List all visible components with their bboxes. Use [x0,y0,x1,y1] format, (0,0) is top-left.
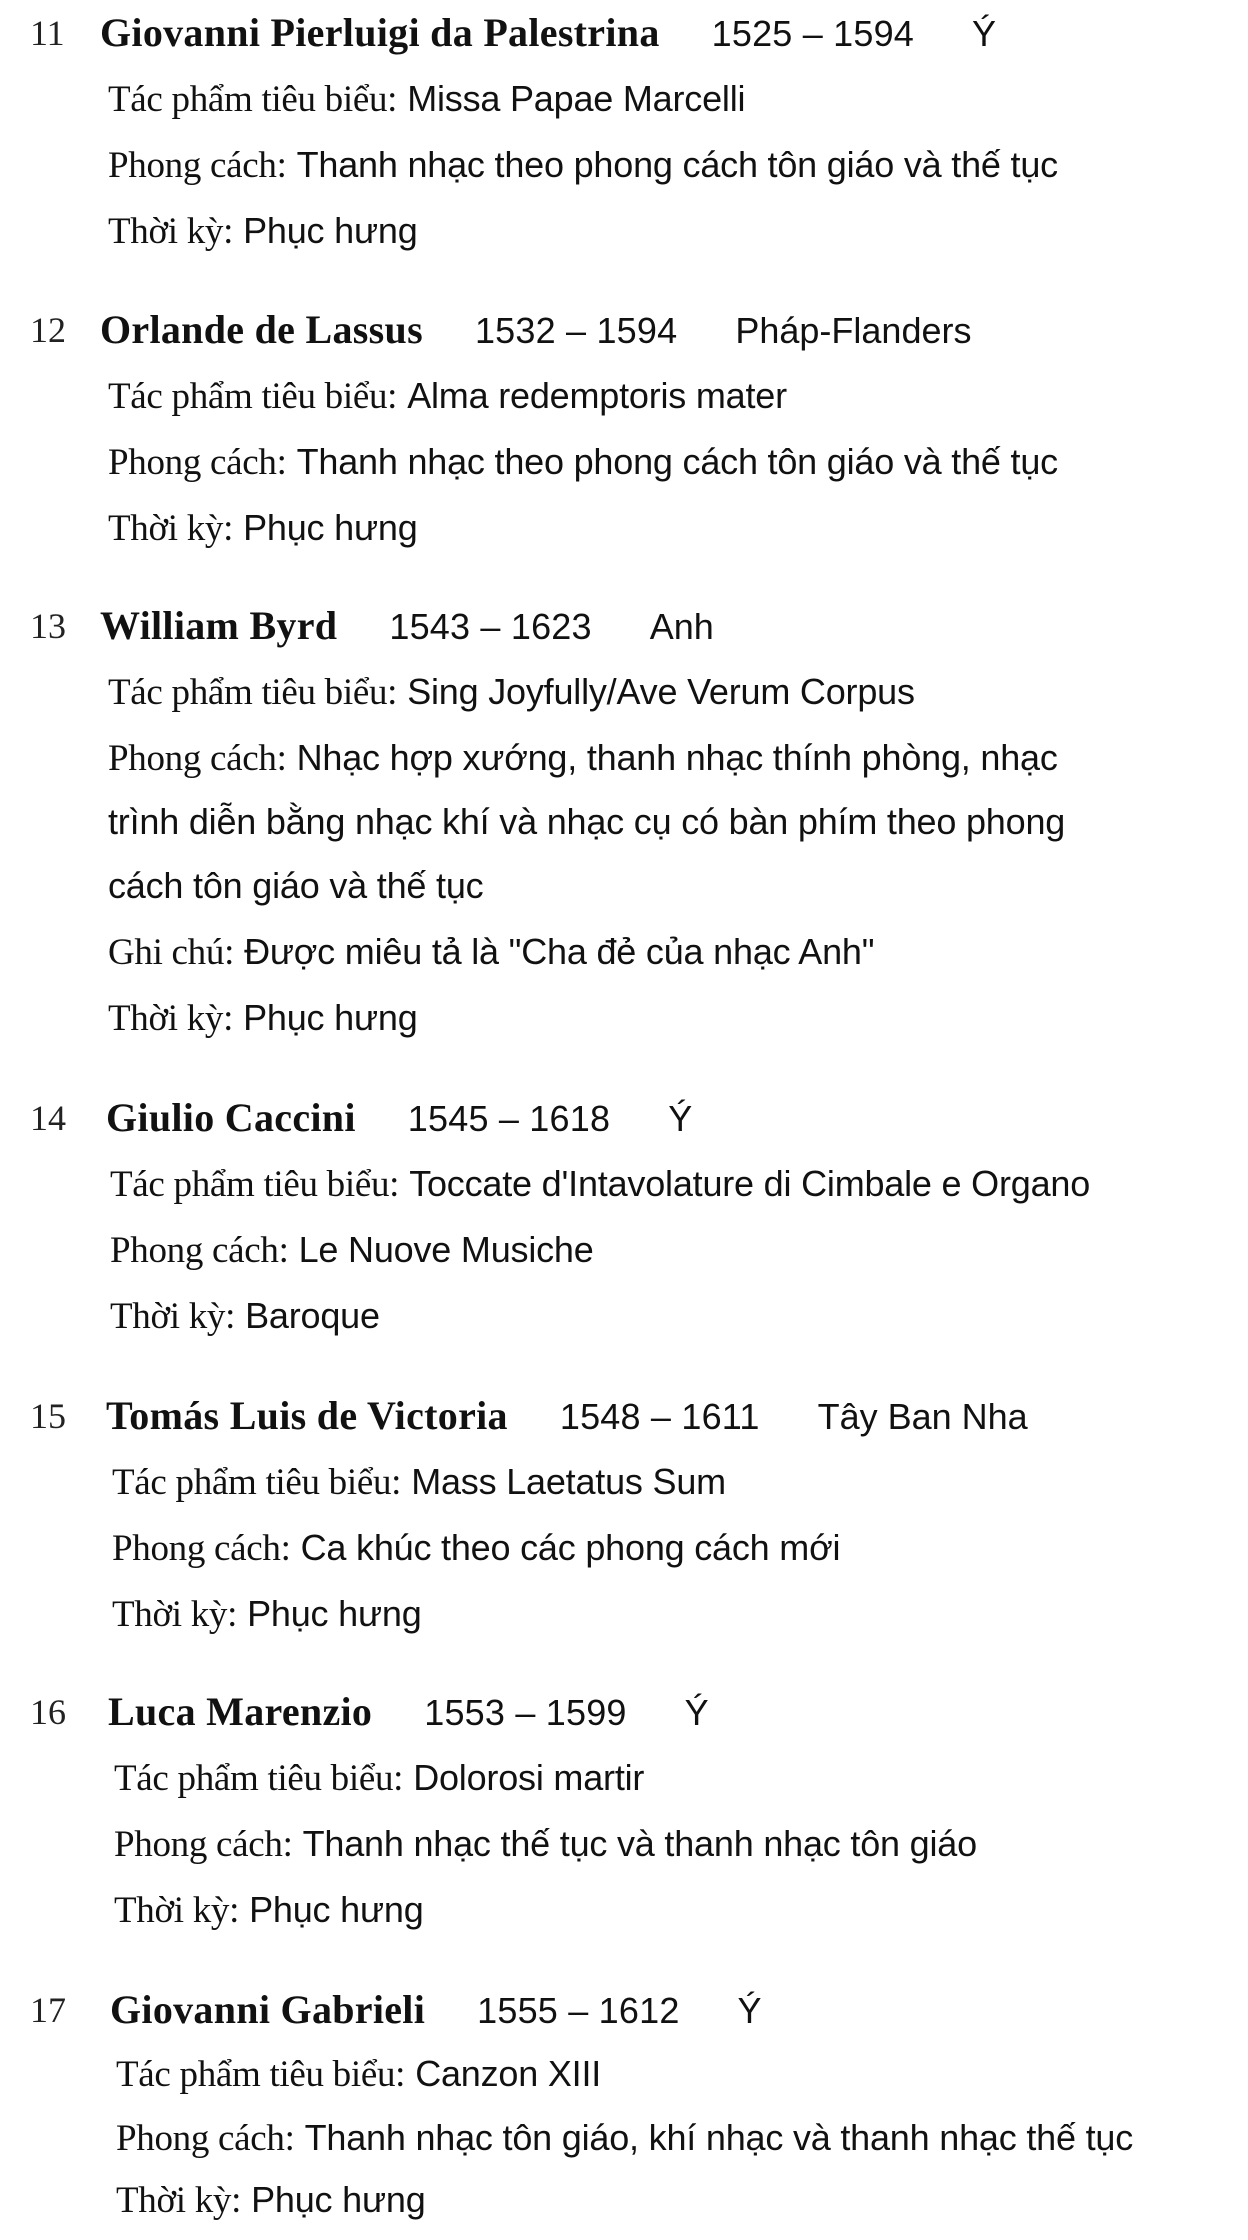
works-line [108,662,915,723]
works-line [112,1452,726,1513]
period-line [110,1286,380,1347]
style-continuation-line [108,856,483,916]
period-line [116,2170,426,2231]
works-label: Tác phẩm tiêu biểu: [110,1164,400,1205]
works-line [114,1748,644,1809]
entry-number: 17 [30,1990,66,2030]
entry-number: 14 [30,1098,66,1138]
period-value: Phục hưng [243,210,418,251]
style-value: Ca khúc theo các phong cách mới [300,1527,841,1568]
style-label: Phong cách: [108,145,287,186]
style-label: Phong cách: [112,1528,291,1569]
composer-name: Giovanni Pierluigi da Palestrina [100,10,660,55]
style-continuation-line [108,792,1065,852]
period-line [108,498,418,559]
composer-country: Pháp-Flanders [735,310,972,351]
style-label: Phong cách: [110,1230,289,1271]
style-line [108,728,1058,789]
period-value: Phục hưng [251,2179,426,2220]
style-label: Phong cách: [108,738,287,779]
period-value: Baroque [245,1295,380,1336]
composer-name: Giovanni Gabrieli [110,1987,426,2032]
composer-name: Giulio Caccini [106,1095,356,1140]
style-line [116,2108,1133,2169]
works-label: Tác phẩm tiêu biểu: [116,2054,406,2095]
entry-number: 12 [30,310,66,350]
works-label: Tác phẩm tiêu biểu: [114,1758,404,1799]
period-label: Thời kỳ: [114,1890,240,1931]
entry-number: 15 [30,1396,66,1436]
period-value: Phục hưng [243,997,418,1038]
style-value: Thanh nhạc theo phong cách tôn giáo và thế tục [296,441,1058,482]
works-value: Dolorosi martir [413,1757,645,1798]
composer-name: Tomás Luis de Victoria [106,1393,508,1438]
style-label: Phong cách: [108,442,287,483]
works-line [108,69,745,130]
note-label: Ghi chú: [108,932,235,973]
works-label: Tác phẩm tiêu biểu: [108,376,398,417]
composer-country: Ý [972,13,997,54]
composer-name: Orlande de Lassus [100,307,423,352]
period-label: Thời kỳ: [108,998,234,1039]
style-line [108,432,1058,493]
note-line [108,922,874,983]
entry-heading [100,300,972,369]
style-value: Thanh nhạc thế tục và thanh nhạc tôn giáo [302,1823,977,1864]
composer-country: Tây Ban Nha [817,1396,1028,1437]
works-value: Canzon XIII [415,2053,602,2094]
period-label: Thời kỳ: [108,508,234,549]
entry-heading [100,596,714,665]
style-line [110,1220,594,1281]
works-value: Sing Joyfully/Ave Verum Corpus [407,671,915,712]
period-line [112,1584,422,1645]
style-line [108,135,1058,196]
period-line [114,1880,424,1941]
works-label: Tác phẩm tiêu biểu: [112,1462,402,1503]
period-line [108,988,418,1049]
works-line [110,1154,1090,1215]
period-label: Thời kỳ: [112,1594,238,1635]
style-value-continued: trình diễn bằng nhạc khí và nhạc cụ có bàn phím theo phong [108,801,1066,842]
entry-heading [100,3,996,72]
composer-country: Anh [649,606,714,647]
composer-country: Ý [668,1098,693,1139]
entry-heading [108,1682,709,1751]
composer-years: 1553 – 1599 [424,1692,627,1733]
composer-country: Ý [737,1990,762,2031]
works-line [108,366,787,427]
style-label: Phong cách: [116,2118,295,2159]
style-line [112,1518,840,1579]
composer-country: Ý [684,1692,709,1733]
composer-name: William Byrd [100,603,338,648]
composer-years: 1555 – 1612 [477,1990,680,2031]
style-value: Nhạc hợp xướng, thanh nhạc thính phòng, nhạc [296,737,1058,778]
works-value: Toccate d'Intavolature di Cimbale e Organo [409,1163,1091,1204]
works-line [116,2044,601,2105]
entry-number: 13 [30,606,66,646]
entry-heading [106,1088,692,1157]
note-value: Được miêu tả là "Cha đẻ của nhạc Anh" [244,931,875,972]
entry-heading [106,1386,1028,1455]
period-label: Thời kỳ: [108,211,234,252]
entry-heading [110,1980,762,2049]
composer-years: 1545 – 1618 [407,1098,611,1139]
composer-years: 1532 – 1594 [474,310,678,351]
composer-years: 1525 – 1594 [711,13,915,54]
works-value: Mass Laetatus Sum [411,1461,726,1502]
works-value: Missa Papae Marcelli [407,78,746,119]
composer-years: 1543 – 1623 [389,606,592,647]
period-value: Phục hưng [249,1889,424,1930]
style-value: Thanh nhạc tôn giáo, khí nhạc và thanh nhạc thế tục [304,2117,1133,2158]
period-label: Thời kỳ: [110,1296,236,1337]
style-value: Thanh nhạc theo phong cách tôn giáo và thế tục [296,144,1058,185]
works-label: Tác phẩm tiêu biểu: [108,79,398,120]
entry-number: 11 [30,13,65,53]
composer-years: 1548 – 1611 [559,1396,760,1437]
period-value: Phục hưng [247,1593,422,1634]
period-label: Thời kỳ: [116,2180,242,2221]
period-value: Phục hưng [243,507,418,548]
works-value: Alma redemptoris mater [407,375,787,416]
style-label: Phong cách: [114,1824,293,1865]
entry-number: 16 [30,1692,66,1732]
style-value: Le Nuove Musiche [298,1229,594,1270]
style-value-continued: cách tôn giáo và thế tục [108,865,484,906]
works-label: Tác phẩm tiêu biểu: [108,672,398,713]
period-line [108,201,418,262]
composer-name: Luca Marenzio [108,1689,373,1734]
style-line [114,1814,977,1875]
